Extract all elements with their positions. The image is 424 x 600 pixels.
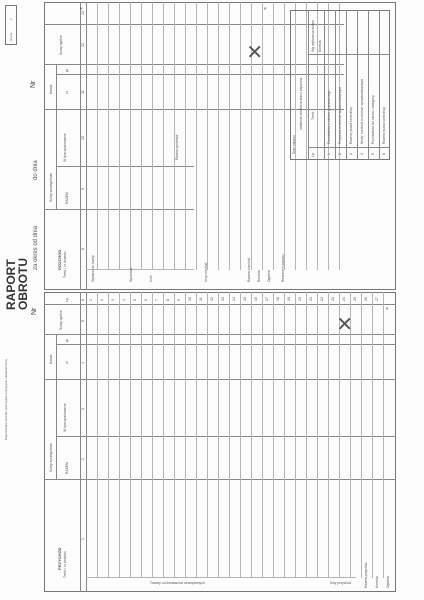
row-number: 15 [243, 297, 247, 301]
col-number: 3 [81, 408, 85, 410]
table-row-line [185, 292, 186, 578]
col-lp: Lp. [65, 297, 69, 302]
col-zl-right: zł [65, 91, 69, 94]
row-remanent-right: Remanent zapasu [281, 254, 285, 282]
col-number: 13 [81, 11, 85, 15]
summary-tresc: Treść [311, 111, 315, 120]
table-row-line [119, 292, 120, 578]
summary-row-number: 4 [360, 153, 364, 155]
page-label: strona [9, 32, 13, 41]
table-row-line [163, 292, 164, 578]
col-number: 1 [81, 538, 85, 540]
table-row-line [196, 2, 197, 270]
row-number: 11 [199, 297, 203, 301]
table-row-line [284, 292, 285, 578]
form-note: Niepotrzebne skreślić, jeśli wykaz pozycji jest niedokończony [4, 358, 8, 440]
row-number: 3 [111, 299, 115, 301]
row-number: 1 [89, 299, 93, 301]
col-w-tym: W tym opakowanie [63, 403, 67, 432]
group-razem-sprzedaz: Razem sprzedaż [175, 134, 179, 160]
stan-zapasu-label: Stan zapasu [292, 135, 296, 154]
table-row-line [383, 292, 384, 578]
row-number: 27 [375, 297, 379, 301]
table-row-line [152, 292, 153, 578]
table-row-line [295, 292, 296, 578]
table-row-line [130, 292, 131, 578]
row-number: 18 [276, 297, 280, 301]
side-label-inny-przychod: Inny przychód [330, 581, 352, 585]
col-w-tym-right: W tym opakowanie [63, 133, 67, 162]
col-rozchod: ROZCHÓD [57, 249, 62, 270]
nr-label: Nr [31, 307, 38, 315]
summary-row-number: 2 [338, 153, 342, 155]
to-label: do dnia [33, 160, 39, 180]
group-inne: Inne [149, 275, 153, 282]
table-row-line [361, 292, 362, 578]
table-row-line [240, 292, 241, 578]
summary-row-line [324, 10, 325, 160]
summary-row-line [368, 10, 369, 160]
row-number: 16 [254, 297, 258, 301]
cross-mark-left-large: ✕ [335, 315, 357, 332]
table-row-line [372, 292, 373, 578]
col-gr: gr [65, 338, 69, 342]
table-row-line [218, 292, 219, 578]
table-row-line [317, 292, 318, 578]
col-przychod: PRZYCHÓD [57, 547, 62, 570]
table-row-line [185, 2, 186, 270]
row-number: 7 [155, 299, 159, 301]
ustalenie-label: ustalenie ołówkiem stanu zapasów [299, 77, 303, 130]
row-ogolem-left: Ogółem [386, 576, 390, 588]
form-title-line2: OBROTU [16, 258, 30, 310]
table-row-line [218, 2, 219, 270]
table-row-line [350, 292, 351, 578]
col-number: 11 [81, 90, 85, 94]
row-number: 20 [298, 297, 302, 301]
summary-row-number: 6 [382, 153, 386, 155]
row-number: 9 [177, 299, 181, 301]
summary-row-number: 3 [349, 153, 353, 155]
table-row-line [108, 292, 109, 578]
table-row-line [240, 2, 241, 270]
cross-mark-right-large: ✕ [245, 43, 267, 60]
col-number: 4 [81, 362, 85, 364]
summary-row-line [346, 10, 347, 160]
summary-row-label: Pozostałość z okresu poprzedniego [327, 90, 331, 144]
col-razem: RAZEM [65, 462, 69, 474]
col-number: 2 [81, 458, 85, 460]
table-row-line [273, 2, 274, 270]
summary-wg-wyliczenia: Wg wyliczenia sklepu [311, 19, 315, 52]
table-row-line [306, 292, 307, 578]
group-inny-rozchod: Inny rozchód [204, 262, 208, 282]
table-row-line [284, 2, 285, 270]
table-row-line [97, 2, 98, 270]
row-korekta-right: Korekta [257, 270, 261, 282]
page-number-box [5, 5, 17, 45]
row-number: 24 [342, 297, 346, 301]
row-number: 17 [265, 297, 269, 301]
col-przychod-desc: Treść i nr dowodu [63, 551, 67, 578]
period-label: za okres od dnia [33, 225, 39, 270]
col-number: 8 [81, 248, 85, 250]
cross-mark-left-small: × [385, 307, 391, 310]
col-sumy-ogolne-right: Sumy ogólne [59, 35, 63, 55]
row-number: 12 [210, 297, 214, 301]
table-row-line [163, 2, 164, 270]
col-number: 9 [81, 188, 85, 190]
table-row-line [273, 292, 274, 578]
table-row-line [119, 2, 120, 270]
col-sumy-szczegolowe: Sumy szczegółowe [49, 442, 53, 472]
table-row-line [229, 2, 230, 270]
row-number: 4 [122, 299, 126, 301]
col-razem-right: RAZEM [65, 192, 69, 204]
row-number: 19 [287, 297, 291, 301]
table-row-line [339, 292, 340, 578]
summary-row-line [335, 10, 336, 160]
table-row-line [251, 2, 252, 270]
row-number: 23 [331, 297, 335, 301]
col-sumy-ogolne: Sumy ogólne [59, 310, 63, 330]
row-razem-przychod: Razem przychód [364, 562, 368, 588]
col-rozchod-desc: Treść i nr dowodu [63, 251, 67, 278]
group-sprzedaz: Sprzedaż [129, 267, 133, 282]
col-number: 10 [81, 136, 85, 140]
summary-row-line [379, 10, 380, 160]
table-row-line [152, 2, 153, 270]
row-ogolem-right: Ogółem [267, 270, 271, 282]
summary-row-line [357, 10, 358, 160]
row-number: 26 [364, 297, 368, 301]
summary-row-label: Pozostałość do okresu następny [371, 95, 375, 144]
summary-row-label: Razem (suma kontrolna) [349, 106, 353, 144]
summary-row-label: Razem (suma kontrolna) [382, 106, 386, 144]
row-number: 25 [353, 297, 357, 301]
summary-lp: Lp. [311, 152, 315, 157]
col-sumy-szczegolowe-right: Sumy szczegółowe [49, 172, 53, 202]
row-number: 6 [144, 299, 148, 301]
row-number: 22 [320, 297, 324, 301]
table-row-line [174, 292, 175, 578]
table-row-line [108, 2, 109, 270]
row-korekta-left: Korekta [375, 576, 379, 588]
table-row-line [207, 2, 208, 270]
table-row-line [328, 292, 329, 578]
summary-row-number: 5 [371, 153, 375, 155]
table-row-line [130, 2, 131, 270]
group-wydano: Wydano do kwoty [91, 255, 95, 282]
table-row-line [141, 292, 142, 578]
summary-korekta: Korekta [318, 40, 322, 52]
table-row-line [262, 292, 263, 578]
col-gr-right: gr [65, 68, 69, 72]
row-number: 2 [100, 299, 104, 301]
table-row-line [229, 292, 230, 578]
row-number: 5 [133, 299, 137, 301]
summary-row-label: Mniej: rozchód w okresie sprawozdawczym [360, 78, 364, 144]
row-number: 21 [309, 297, 313, 301]
col-zl: zł [65, 361, 69, 364]
table-row-line [97, 292, 98, 578]
summary-row-number: 1 [327, 153, 331, 155]
row-number: 8 [166, 299, 170, 301]
form-title-line1: RAPORT [4, 259, 18, 310]
col-number: 12 [81, 43, 85, 47]
col-kwota: Kwota [49, 354, 53, 364]
table-row-line [207, 292, 208, 578]
row-number: 14 [232, 297, 236, 301]
summary-row-label: Przychód w okresie sprawozdawczym [338, 86, 342, 144]
col-number: 5 [81, 320, 85, 322]
table-row-line [196, 292, 197, 578]
row-number: 13 [221, 297, 225, 301]
row-razem-rozchod: Razem rozchód [247, 258, 251, 282]
table-row-line [251, 292, 252, 578]
nr-label-2: Nr [30, 80, 37, 88]
side-label-towary: Towary od dostawców zewnętrznych [150, 581, 205, 585]
table-row-line [262, 2, 263, 270]
col-kwota-right: Kwota [49, 84, 53, 94]
cross-mark-right-mid: × [263, 7, 269, 10]
page-of: z [9, 18, 13, 20]
table-row-line [141, 2, 142, 270]
col-number: 6 [81, 299, 85, 301]
row-number: 10 [188, 297, 192, 301]
cross-mark-right-top: × [79, 7, 85, 10]
